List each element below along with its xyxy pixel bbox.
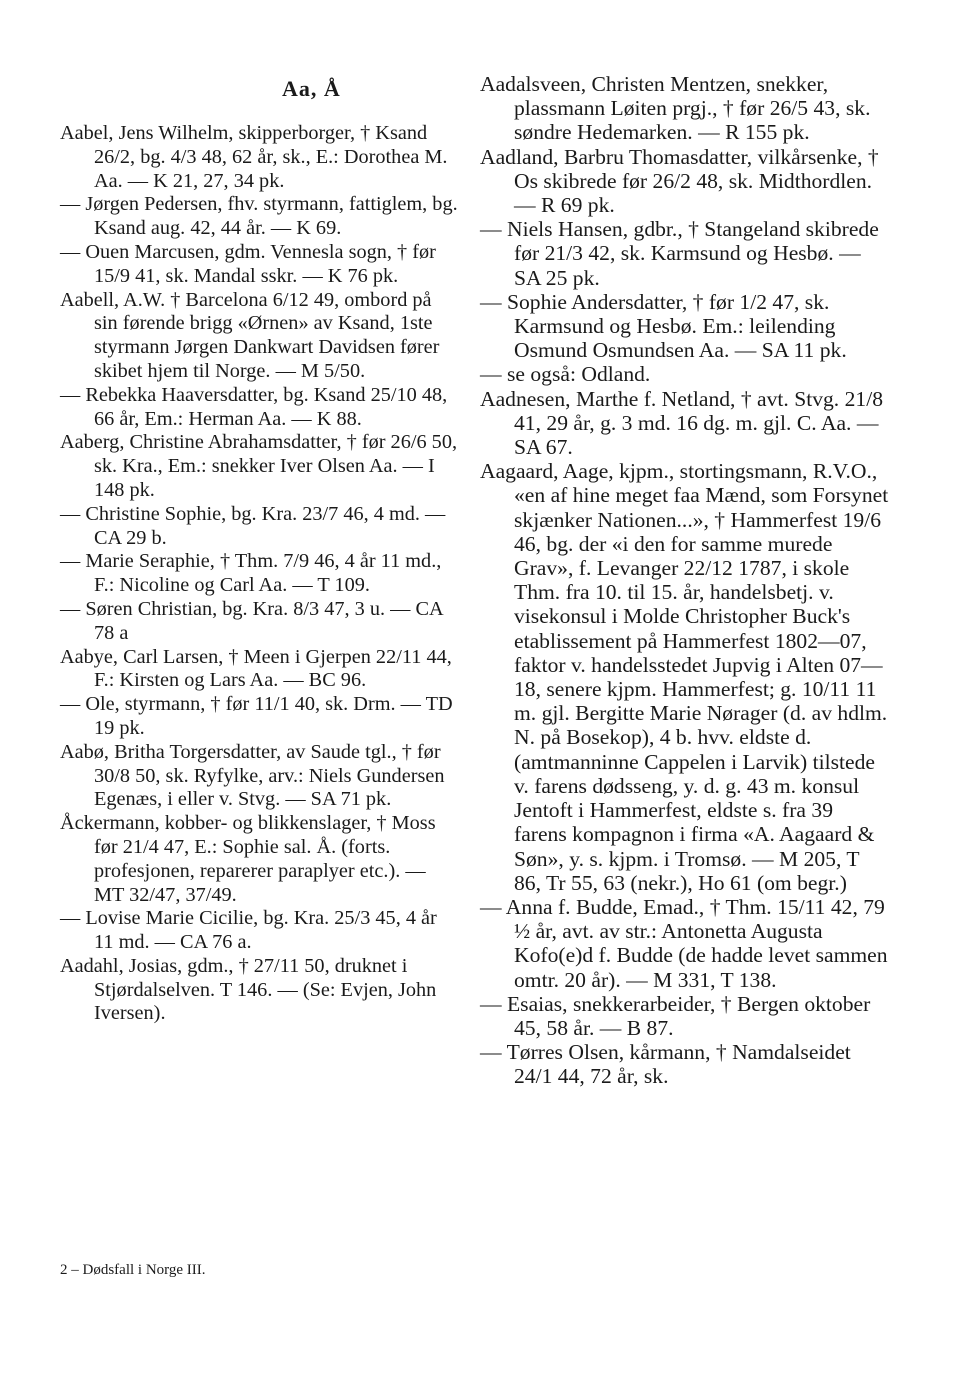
entry: Aabel, Jens Wilhelm, skipperborger, † Ksand 26/2, bg. 4/3 48, 62 år, sk., E.: Dorothea M. Aa. — K 21, 27, 34 pk.	[60, 122, 448, 192]
entry: — Esaias, snekkerarbeider, † Bergen oktober 45, 58 år. — B 87.	[480, 991, 871, 1040]
entry: — Søren Christian, bg. Kra. 8/3 47, 3 u. — CA 78 a	[60, 597, 443, 644]
page-footer: 2 – Dødsfall i Norge III.	[60, 1262, 206, 1278]
right-entries	[480, 72, 890, 1089]
entry: Aadland, Barbru Thomasdatter, vilkårsenke, † Os skibrede før 26/2 48, sk. Midthordlen. — R 69 pk.	[480, 144, 879, 218]
entry: Aaberg, Christine Abrahamsdatter, † før 26/6 50, sk. Kra., Em.: snekker Iver Olsen Aa. — I 148 pk.	[60, 431, 458, 501]
entry: Aadnesen, Marthe f. Netland, † avt. Stvg. 21/8 41, 29 år, g. 3 md. 16 dg. m. gjl. C. Aa. — SA 67.	[480, 386, 883, 460]
entry: — Sophie Andersdatter, † før 1/2 47, sk. Karmsund og Hesbø. Em.: leilending Osmund Osmundsen Aa. — SA 11 pk.	[480, 289, 847, 363]
section-heading: Aa, Å	[282, 76, 341, 101]
entry: — Ouen Marcusen, gdm. Vennesla sogn, † før 15/9 41, sk. Mandal sskr. — K 76 pk.	[60, 240, 436, 287]
entry: Aabye, Carl Larsen, † Meen i Gjerpen 22/11 44, F.: Kirsten og Lars Aa. — BC 96.	[60, 645, 452, 692]
entry: — se også: Odland.	[480, 362, 651, 387]
entry: — Rebekka Haaversdatter, bg. Ksand 25/10 48, 66 år, Em.: Herman Aa. — K 88.	[60, 383, 448, 430]
entry: Aadalsveen, Christen Mentzen, snekker, plassmann Løiten prgj., † før 26/5 43, sk. søndre Hedemarken. — R 155 pk.	[480, 72, 871, 145]
entry: — Jørgen Pedersen, fhv. styrmann, fattiglem, bg. Ksand aug. 42, 44 år. — K 69.	[60, 193, 458, 240]
entry: — Niels Hansen, gdbr., † Stangeland skibrede før 21/3 42, sk. Karmsund og Hesbø. — SA 25 pk.	[480, 217, 879, 290]
entry: Aagaard, Aage, kjpm., stortingsmann, R.V.O., «en af hine meget faa Mænd, som Forsynet skjænker Nationen...», † Hammerfest 19/6 46, bg. der «i den for samme murede Grav», f. Levanger 22/12 1787, i skole Thm. fra 10. til 15. år, handelsbetj. v. visekonsul i Molde Christopher Buck's etablissement på Hammerfest 1802—07, faktor v. handelsstedet Jupvig i Alten 07—18, senere kjpm. Hammerfest; g. 10/11 11 m. gjl. Bergitte Marie Nørager (d. av hdlm. N. på Bosekop), 4 b. hvv. eldste d. (amtmanninne Cappelen i Larvik) tilstede v. farens dødsseng, y. d. g. 43 m. konsul Jentoft i Hammerfest, eldste s. fra 39 farens kompagnon i firma «A. Aagaard & Søn», y. s. kjpm. i Tromsø. — M 205, T 86, Tr 55, 63 (nekr.), Ho 61 (om begr.)	[480, 459, 889, 895]
entry: — Tørres Olsen, kårmann, † Namdalseidet 24/1 44, 72 år, sk.	[480, 1040, 851, 1089]
entry: Åckermann, kobber- og blikkenslager, † Moss før 21/4 47, E.: Sophie sal. Å. (forts. profesjonen, reparerer paraplyer etc.). — MT 32/47, 37/49.	[60, 812, 436, 906]
entry: — Anna f. Budde, Emad., † Thm. 15/11 42, 79 ½ år, avt. av str.: Antonetta Augusta Kofo(e)d f. Budde (de hadde levet sammen omtr. 20 år). — M 331, T 138.	[480, 894, 888, 992]
left-entries	[60, 122, 460, 1026]
entry: — Ole, styrmann, † før 11/1 40, sk. Drm. — TD 19 pk.	[60, 693, 453, 739]
entry: — Christine Sophie, bg. Kra. 23/7 46, 4 md. — CA 29 b.	[60, 502, 446, 549]
entry: Aabell, A.W. † Barcelona 6/12 49, ombord på sin førende brigg «Ørnen» av Ksand, 1ste styrmann Jørgen Dankwart Davidsen fører skibet hjem til Norge. — M 5/50.	[60, 288, 440, 382]
entry: — Marie Seraphie, † Thm. 7/9 46, 4 år 11 md., F.: Nicoline og Carl Aa. — T 109.	[60, 550, 442, 597]
entry: Aabø, Britha Torgersdatter, av Saude tgl., † før 30/8 50, sk. Ryfylke, arv.: Niels Gundersen Egenæs, i eller v. Stvg. — SA 71 pk.	[60, 740, 445, 811]
entry: Aadahl, Josias, gdm., † 27/11 50, druknet i Stjørdalselven. T 146. — (Se: Evjen, John Iversen).	[60, 954, 437, 1025]
entry: — Lovise Marie Cicilie, bg. Kra. 25/3 45, 4 år 11 md. — CA 76 a.	[60, 907, 437, 954]
